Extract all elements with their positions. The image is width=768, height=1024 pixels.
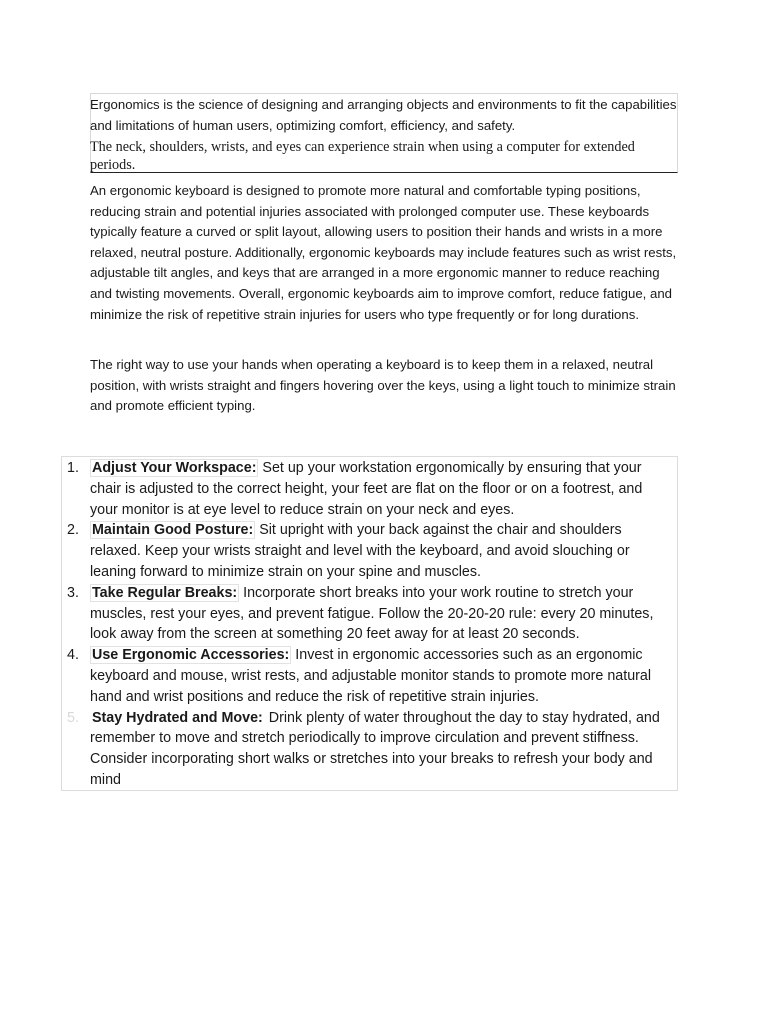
strain-note: The neck, shoulders, wrists, and eyes can experience strain when using a computer for extended periods. [90, 139, 635, 173]
list-item [61, 458, 678, 520]
list-item-number: 4. [67, 647, 79, 664]
list-item [61, 583, 678, 645]
list-item-title: Maintain Good Posture: [92, 522, 254, 539]
list-item-title: Adjust Your Workspace: [92, 460, 257, 476]
hands-paragraph: The right way to use your hands when operating a keyboard is to keep them in a relaxed, neutral position, with wrists straight and fingers hovering over the keys, using a light touch to minimize strain and promote efficient typing. [90, 357, 676, 414]
list-item-number: 5. [67, 709, 79, 726]
list-item-title: Take Regular Breaks: [92, 584, 238, 601]
list-item-title: Stay Hydrated and Move: [92, 709, 263, 726]
list-item-text: Drink plenty of water throughout the day to stay hydrated, and remember to move and stretch periodically to improve circulation and prevent stiffness. Consider incorporating short walks or stretches into your breaks to refresh your body and mind [90, 709, 660, 788]
list-item-text: Incorporate short breaks into your work routine to stretch your muscles, rest your eyes, and prevent fatigue. Follow the 20-20-20 rule: every 20 minutes, look away from the screen at something 20 feet away for at least 20 seconds. [90, 584, 654, 643]
ergonomics-definition: Ergonomics is the science of designing and arranging objects and environments to fit the capabilities and limitations of human users, optimizing comfort, efficiency, and safety. [90, 97, 677, 133]
list-item-text: Sit upright with your back against the chair and shoulders relaxed. Keep your wrists straight and level with the keyboard, and avoid slouching or leaning forward to minimize strain on your spine and muscles. [90, 522, 630, 580]
list-item-number: 2. [67, 522, 79, 539]
list-item [61, 520, 678, 582]
list-item-number: 3. [67, 584, 79, 601]
list-item-text: Invest in ergonomic accessories such as an ergonomic keyboard and mouse, wrist rests, and adjustable monitor stands to promote more natural hand and wrist positions and reduce the risk of repetitive strain injuries. [90, 647, 652, 705]
tips-list [61, 458, 678, 791]
keyboard-paragraph: An ergonomic keyboard is designed to promote more natural and comfortable typing positions, reducing strain and potential injuries associated with prolonged computer use. These keyboards typically feature a curved or split layout, allowing users to position their hands and wrists in a more relaxed, neutral posture. Additionally, ergonomic keyboards may include features such as wrist rests, adjustable tilt angles, and keys that are arranged in a more ergonomic manner to reduce reaching and twisting movements. Overall, ergonomic keyboards aim to improve comfort, reduce fatigue, and minimize the risk of repetitive strain injuries for users who type frequently or for long durations. [90, 183, 677, 322]
list-item [61, 708, 678, 791]
list-item-number: 1. [67, 460, 79, 476]
list-item-text: Set up your workstation ergonomically by ensuring that your chair is adjusted to the correct height, your feet are flat on the floor or on a footrest, and your monitor is at eye level to reduce strain on your neck and eyes. [90, 460, 643, 518]
list-item-title: Use Ergonomic Accessories: [92, 647, 290, 664]
list-item [61, 645, 678, 707]
